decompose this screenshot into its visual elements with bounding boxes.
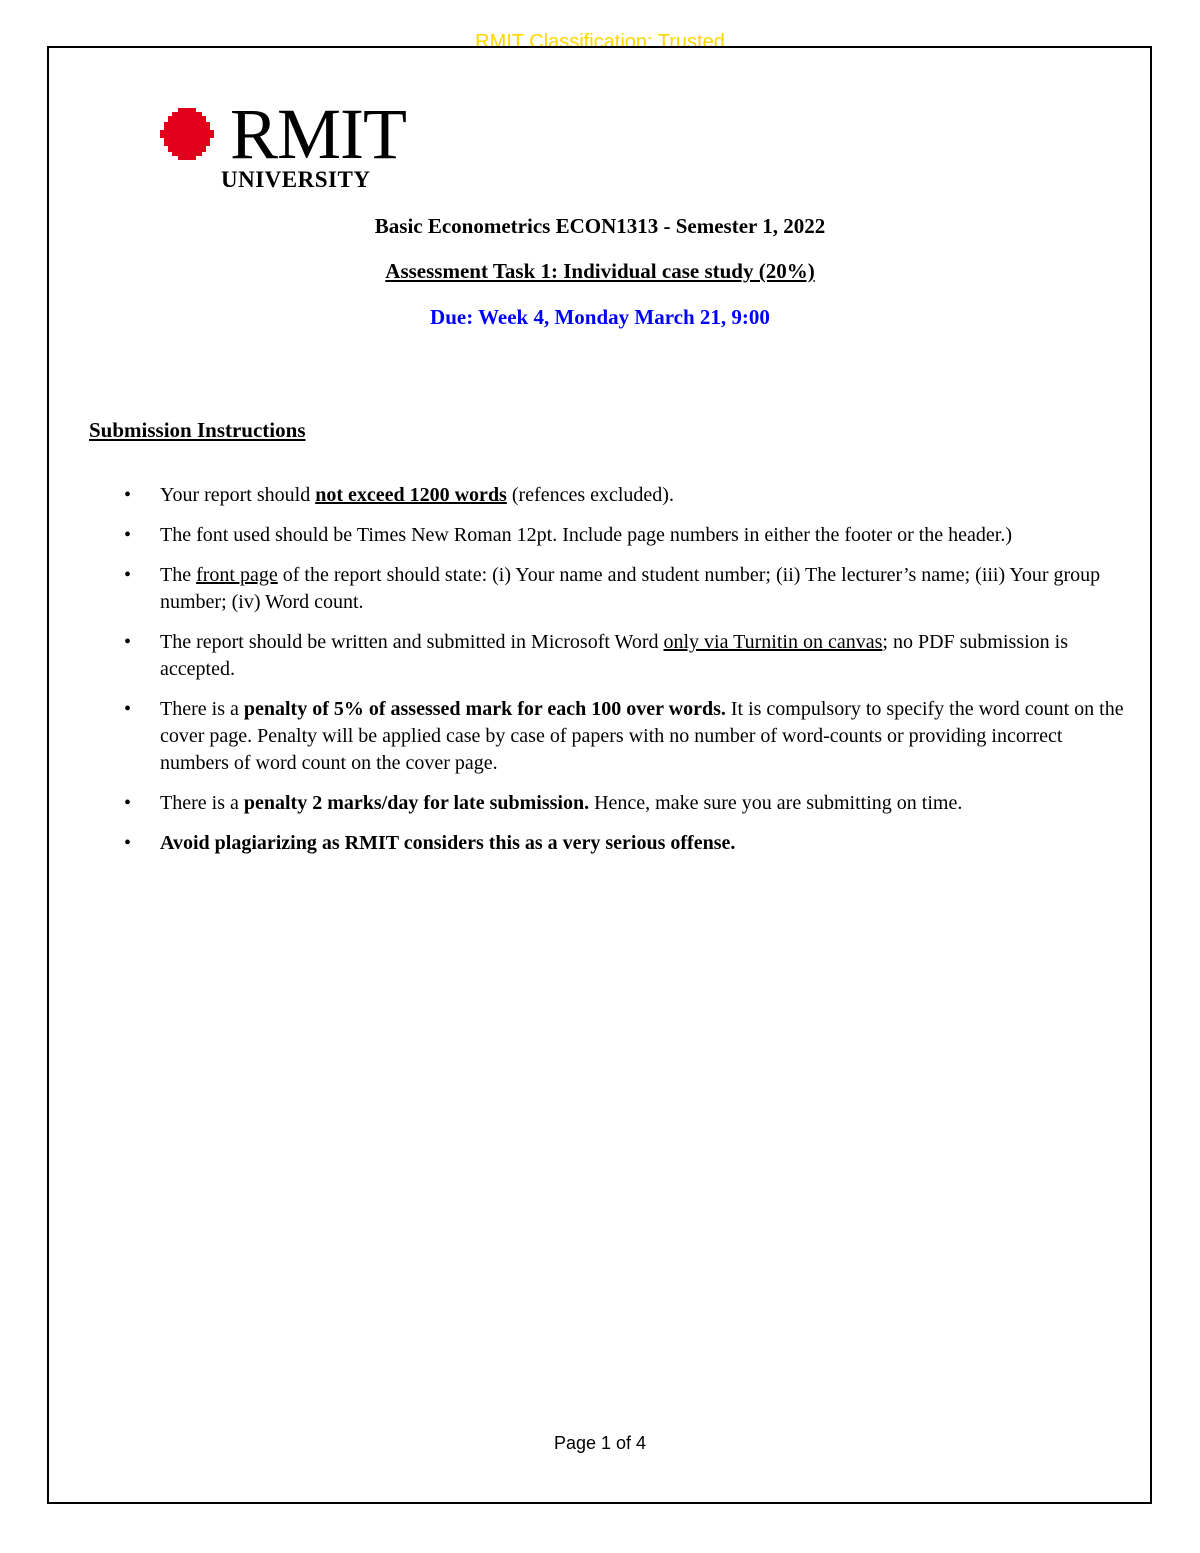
list-item (124, 522, 1124, 549)
logo-subtitle: UNIVERSITY (221, 167, 371, 192)
assessment-title-text: Assessment Task 1: Individual case study (20%) (385, 259, 815, 283)
bullet-icon: • (124, 631, 132, 653)
assessment-title (0, 259, 1200, 284)
item-text: The (160, 564, 197, 586)
item-emphasis: penalty of 5% of assessed mark for each 100 over words. (243, 698, 726, 720)
course-title: Basic Econometrics ECON1313 - Semester 1, 2022 (374, 214, 826, 238)
list-item (124, 696, 1124, 777)
rmit-logo (160, 94, 406, 193)
item-text: ; no PDF submission is accepted. (160, 631, 1068, 680)
bullet-icon: • (124, 792, 132, 814)
bullet-icon: • (124, 698, 132, 720)
list-item (124, 482, 1124, 509)
rmit-pixel-mark-icon (160, 108, 222, 160)
bullet-icon: • (124, 832, 132, 854)
list-item (124, 562, 1124, 616)
item-emphasis: front page (196, 564, 278, 586)
item-emphasis: penalty 2 marks/day for late submission. (243, 792, 590, 814)
item-text: Your report should (160, 484, 316, 506)
list-item (124, 790, 1124, 817)
item-text: (refences excluded). (506, 484, 674, 506)
list-item (124, 830, 1124, 857)
item-text: Hence, make sure you are submitting on time. (589, 792, 963, 814)
page-number: Page 1 of 4 (553, 1433, 647, 1453)
logo-wordmark: RMIT (230, 94, 406, 174)
bullet-icon: • (124, 524, 132, 546)
item-text: There is a (160, 698, 244, 720)
bullet-icon: • (124, 564, 132, 586)
due-date: Due: Week 4, Monday March 21, 9:00 (430, 305, 770, 329)
item-emphasis: only via Turnitin on canvas (663, 631, 883, 653)
item-emphasis: not exceed 1200 words (315, 484, 507, 506)
instruction-list (124, 482, 1124, 870)
list-item (124, 629, 1124, 683)
item-text: The report should be written and submitted in Microsoft Word (160, 631, 664, 653)
item-text: of the report should state: (i) Your name and student number; (ii) The lecturer’s name; (iii) Your group number; (iv) Word count. (160, 564, 1101, 613)
item-text: The font used should be Times New Roman 12pt. Include page numbers in either the footer or the header.) (160, 524, 1013, 546)
item-emphasis: Avoid plagiarizing as RMIT considers this as a very serious offense. (160, 832, 736, 854)
section-heading: Submission Instructions (89, 418, 306, 442)
bullet-icon: • (124, 484, 132, 506)
item-text: It is compulsory to specify the word count on the cover page. Penalty will be applied case by case of papers with no number of word-counts or providing incorrect numbers of word count on the cover page. (160, 698, 1124, 774)
item-text: There is a (160, 792, 244, 814)
classification-label: RMIT Classification: Trusted (475, 31, 725, 53)
